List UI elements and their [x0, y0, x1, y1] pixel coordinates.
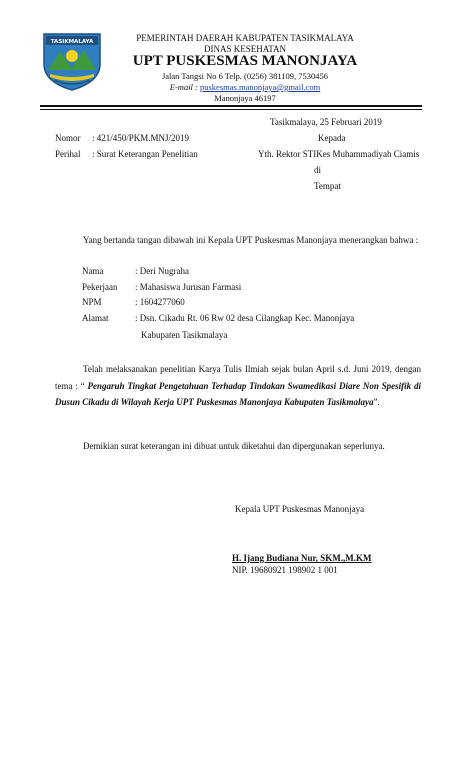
- field-alamat-label: Alamat: [82, 313, 109, 323]
- signatory-nip: NIP. 19680921 198902 1 001: [232, 565, 338, 575]
- letterhead-city: Manonjaya 46197: [214, 93, 276, 103]
- letterhead-divider-thin: [40, 109, 422, 110]
- field-alamat-continuation: Kabupaten Tasikmalaya: [141, 330, 228, 340]
- recipient: Yth. Rektor STIKes Muhammadiyah Ciamis: [258, 149, 420, 159]
- field-pekerjaan-label: Pekerjaan: [82, 282, 118, 292]
- letterhead-department: DINAS KESEHATAN: [203, 44, 287, 54]
- recipient-tempat: Tempat: [314, 181, 341, 191]
- letterhead-government: PEMERINTAH DAERAH KABUPATEN TASIKMALAYA: [136, 33, 354, 43]
- letterhead-institution: UPT PUSKESMAS MANONJAYA: [132, 53, 358, 69]
- letterhead-divider: [40, 105, 422, 107]
- perihal-label: Perihal: [55, 149, 81, 159]
- recipient-di: di: [314, 165, 322, 175]
- email-link[interactable]: puskesmas.manonjaya@gmail.com: [200, 82, 321, 92]
- field-nama-value: : Deri Nugraha: [135, 266, 189, 276]
- perihal-value: : Surat Keterangan Penelitian: [92, 149, 198, 159]
- field-npm-value: : 1604277060: [135, 297, 185, 307]
- letterhead-email-line: [110, 82, 380, 92]
- field-nama-label: Nama: [82, 266, 104, 276]
- nomor-value: : 421/450/PKM.MNJ/2019: [92, 133, 190, 143]
- signatory-name: H. Ijang Budiana Nur, SKM.,M.KM: [232, 553, 372, 563]
- nomor-label: Nomor: [55, 133, 81, 143]
- field-npm-label: NPM: [82, 297, 102, 307]
- research-paragraph: [55, 361, 421, 411]
- research-title: Pengaruh Tingkat Pengetahuan Terhadap Tindakan Swamedikasi Diare Non Spesifik di Dusun Cikadu di Wilayah Kerja UPT Puskesmas Manonjaya Kabupaten Tasikmalaya: [55, 380, 421, 407]
- signatory-title: Kepala UPT Puskesmas Manonjaya: [235, 504, 365, 514]
- logo-lettering: TASIKMALAYA: [50, 39, 94, 45]
- regency-logo: [40, 30, 104, 92]
- field-alamat-value: : Dsn. Cikadu Rt. 06 Rw 02 desa Cilangkap Kec. Manonjaya: [135, 313, 355, 323]
- field-pekerjaan-value: : Mahasiswa Jurusan Farmasi: [135, 282, 242, 292]
- letter-date: Tasikmalaya, 25 Februari 2019: [270, 117, 382, 127]
- research-paragraph-start: Telah melaksanakan penelitian Karya Tulis Ilmiah sejak bulan April s.d. Juni 2019, dengan tema : “: [55, 364, 421, 391]
- closing-paragraph: Demikian surat keterangan ini dibuat untuk diketahui dan dipergunakan seperlunya.: [83, 441, 385, 451]
- letterhead-address: Jalan Tangsi No 6 Telp. (0256) 381109, 7530456: [161, 71, 329, 81]
- intro-paragraph: Yang bertanda tangan dibawah ini Kepala UPT Puskesmas Manonjaya menerangkan bahwa :: [83, 235, 419, 245]
- kepada-label: Kepada: [318, 133, 346, 143]
- email-label: E-mail :: [169, 82, 198, 92]
- research-paragraph-end: ”.: [373, 397, 380, 407]
